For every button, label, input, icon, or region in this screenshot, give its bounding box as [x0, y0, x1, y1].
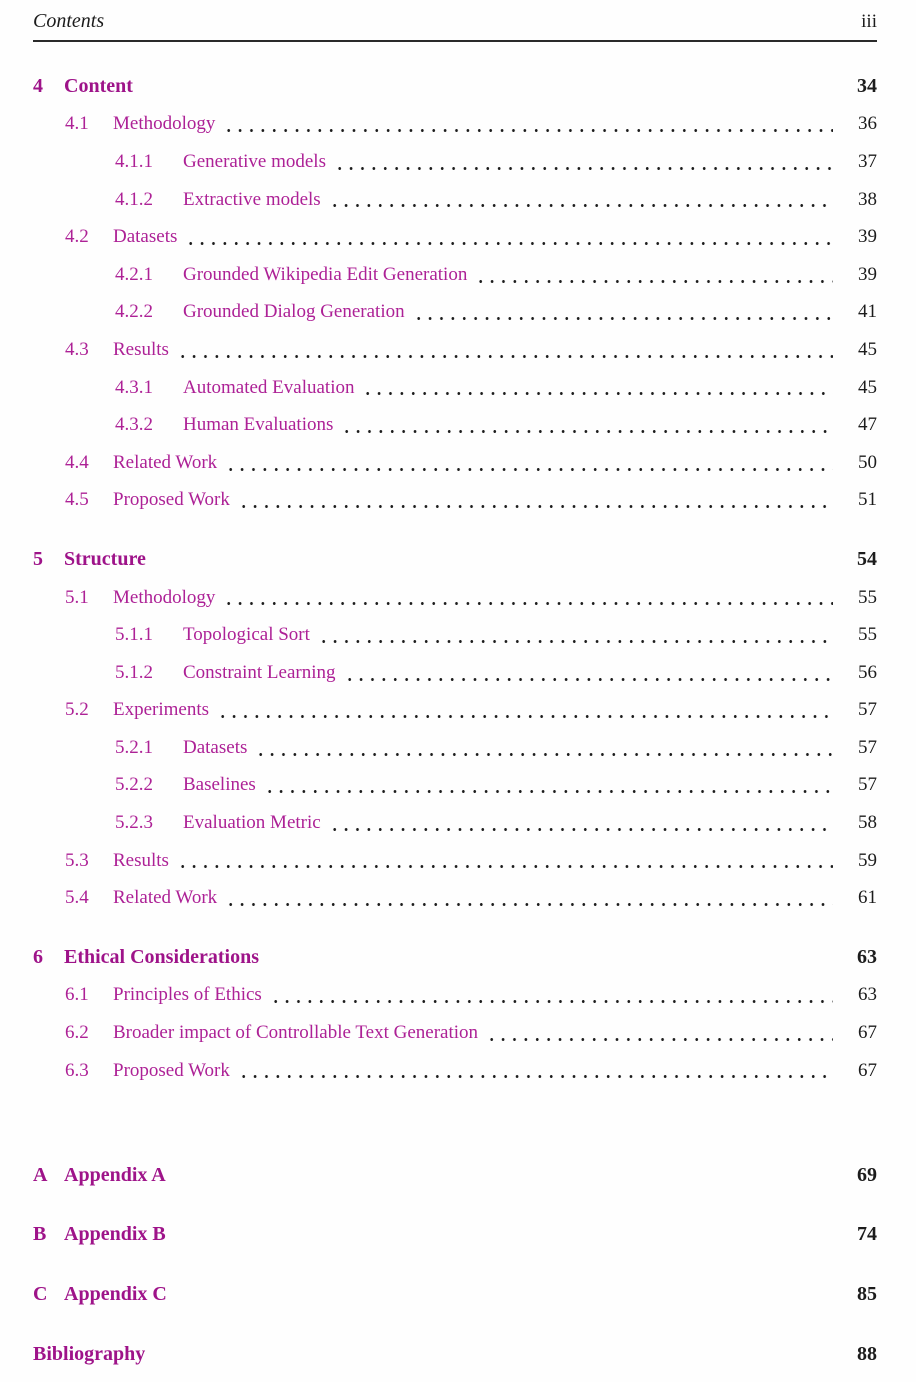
toc-backmatter [33, 1156, 877, 1372]
toc-entry-row [33, 767, 877, 805]
toc-entry-title: Datasets [183, 736, 248, 758]
toc-entry-number: 5.3 [65, 849, 89, 871]
toc-entry-page-number: 38 [858, 188, 877, 210]
toc-entry-title: Generative models [183, 150, 326, 172]
toc-entry-number: 5.2.3 [115, 812, 153, 834]
toc-entry-link[interactable] [65, 339, 169, 361]
toc-entry-row [33, 729, 877, 767]
toc-entry-page-number: 67 [858, 1059, 877, 1081]
dot-leader [264, 790, 833, 793]
toc-entry-page-number: 37 [858, 150, 877, 172]
toc-entry-title: Constraint Learning [183, 661, 336, 683]
toc-entry-row [33, 369, 877, 407]
toc-entry-title: Experiments [113, 699, 210, 721]
toc-chapter-link[interactable] [33, 946, 259, 969]
toc-entry-link[interactable] [115, 151, 326, 173]
toc-entry-number: 4.1 [65, 113, 89, 135]
dot-leader [185, 242, 833, 245]
running-header [33, 8, 877, 42]
dot-leader [329, 204, 833, 207]
toc-chapter-title: Content [64, 75, 133, 98]
toc-entry-page-number: 45 [858, 376, 877, 398]
toc-entry-number: 4.3.2 [115, 414, 153, 436]
toc-entry-page-number: 57 [858, 699, 877, 721]
toc-entry-page-number: 55 [858, 586, 877, 608]
toc-chapter-page-number: 69 [857, 1163, 877, 1186]
toc-chapter-page-number: 85 [857, 1282, 877, 1305]
toc-entry-row [33, 842, 877, 880]
toc-entry-row [33, 256, 877, 294]
toc-entry-row [33, 331, 877, 369]
dot-leader [238, 505, 833, 508]
toc-chapter-title: Appendix C [64, 1282, 167, 1305]
toc-entry-page-number: 51 [858, 489, 877, 511]
toc-chapter-row [33, 1276, 877, 1314]
toc-entry-page-number: 55 [858, 624, 877, 646]
toc-chapter-number: 5 [33, 548, 43, 571]
toc-chapter-row [33, 1216, 877, 1254]
toc-entry-row [33, 1052, 877, 1090]
toc-entry-page-number: 67 [858, 1022, 877, 1044]
toc-entry-number: 5.4 [65, 887, 89, 909]
toc-entry-row [33, 1014, 877, 1052]
toc-entry-link[interactable] [65, 887, 217, 909]
toc-entry-title: Baselines [183, 774, 256, 796]
toc-entry-page-number: 39 [858, 263, 877, 285]
toc-entry-title: Grounded Dialog Generation [183, 301, 405, 323]
toc-entry-number: 4.2.2 [115, 301, 153, 323]
toc-entry-number: 6.2 [65, 1022, 89, 1044]
toc-chapter-block [33, 939, 877, 1089]
toc-backmatter-block [33, 1276, 877, 1314]
toc-entry-row [33, 143, 877, 181]
toc-entry-link[interactable] [115, 662, 336, 684]
toc-entry-title: Related Work [113, 451, 218, 473]
toc-entry-link[interactable] [115, 414, 333, 436]
toc-chapter-link[interactable] [33, 1223, 166, 1246]
toc-entry-title: Human Evaluations [183, 414, 334, 436]
dot-leader [238, 1075, 833, 1078]
toc-entry-page-number: 45 [858, 338, 877, 360]
toc-entry-link[interactable] [65, 113, 215, 135]
toc-entry-number: 5.1.2 [115, 661, 153, 683]
toc-chapter-title: Structure [64, 548, 146, 571]
toc-chapter-page-number: 34 [857, 75, 877, 98]
toc-entry-title: Results [113, 849, 169, 871]
dot-leader [217, 715, 833, 718]
dot-leader [270, 1000, 833, 1003]
toc-entry-page-number: 57 [858, 736, 877, 758]
toc-entry-link[interactable] [115, 377, 354, 399]
toc-entry-row [33, 482, 877, 520]
toc-chapter-block [33, 68, 877, 519]
toc-chapter-number: A [33, 1163, 48, 1186]
toc-entry-row [33, 406, 877, 444]
toc-chapter-row [33, 541, 877, 579]
toc-entry-number: 4.3.1 [115, 376, 153, 398]
toc-entry-title: Grounded Wikipedia Edit Generation [183, 263, 468, 285]
toc-entry-link[interactable] [65, 984, 262, 1006]
dot-leader [341, 430, 833, 433]
toc-entry-title: Proposed Work [113, 1059, 230, 1081]
toc-chapter-link[interactable] [33, 1164, 166, 1187]
toc-entry-row [33, 616, 877, 654]
dot-leader [334, 167, 833, 170]
toc-chapter-row [33, 939, 877, 977]
toc-entry-link[interactable] [115, 624, 310, 646]
toc-entry-title: Related Work [113, 887, 218, 909]
running-header-page-number: iii [861, 11, 877, 32]
toc-chapter-page-number: 88 [857, 1342, 877, 1365]
toc-entry-page-number: 61 [858, 887, 877, 909]
toc-entry-title: Proposed Work [113, 489, 230, 511]
toc-entry-link[interactable] [115, 737, 247, 759]
toc-entry-title: Extractive models [183, 188, 321, 210]
table-of-contents [33, 68, 877, 1373]
toc-entry-page-number: 59 [858, 849, 877, 871]
dot-leader [223, 602, 833, 605]
running-header-title: Contents [33, 10, 105, 32]
toc-entry-row [33, 106, 877, 144]
toc-entry-number: 4.4 [65, 451, 89, 473]
toc-entry-row [33, 294, 877, 332]
toc-chapter-link[interactable] [33, 75, 133, 98]
dot-leader [344, 678, 834, 681]
dot-leader [362, 392, 833, 395]
toc-entry-row [33, 804, 877, 842]
toc-chapter-row [33, 1335, 877, 1373]
toc-entry-row [33, 654, 877, 692]
toc-entry-title: Topological Sort [183, 624, 310, 646]
toc-chapter-number: 4 [33, 75, 43, 98]
toc-entry-page-number: 47 [858, 414, 877, 436]
toc-entry-number: 5.2 [65, 699, 89, 721]
dot-leader [475, 280, 833, 283]
toc-entry-link[interactable] [65, 452, 217, 474]
toc-chapter-title: Appendix B [64, 1223, 166, 1246]
toc-entry-row [33, 444, 877, 482]
toc-entry-number: 4.2.1 [115, 263, 153, 285]
toc-chapter-link[interactable] [33, 1343, 145, 1366]
toc-entry-page-number: 41 [858, 301, 877, 323]
toc-entry-page-number: 58 [858, 812, 877, 834]
dot-leader [225, 468, 833, 471]
dot-leader [177, 865, 833, 868]
toc-entry-title: Principles of Ethics [113, 984, 262, 1006]
toc-entry-page-number: 39 [858, 226, 877, 248]
dot-leader [486, 1038, 833, 1041]
toc-chapter-block [33, 541, 877, 917]
toc-entry-title: Broader impact of Controllable Text Generation [113, 1022, 479, 1044]
dot-leader [223, 129, 833, 132]
toc-entry-row [33, 218, 877, 256]
toc-entry-link[interactable] [65, 489, 230, 511]
toc-backmatter-block [33, 1156, 877, 1194]
toc-chapter-page-number: 63 [857, 946, 877, 969]
toc-backmatter-block [33, 1216, 877, 1254]
toc-chapter-number: 6 [33, 946, 43, 969]
toc-chapter-link[interactable] [33, 548, 146, 571]
toc-entry-number: 6.3 [65, 1059, 89, 1081]
toc-entry-title: Results [113, 338, 169, 360]
toc-entry-row [33, 977, 877, 1015]
toc-entry-link[interactable] [65, 587, 215, 609]
toc-entry-page-number: 36 [858, 113, 877, 135]
toc-chapter-link[interactable] [33, 1283, 167, 1306]
toc-entry-number: 5.1 [65, 586, 89, 608]
toc-entry-number: 5.1.1 [115, 624, 153, 646]
toc-entry-number: 4.1.1 [115, 150, 153, 172]
dot-leader [177, 355, 833, 358]
toc-backmatter-block [33, 1335, 877, 1373]
toc-chapter-number: C [33, 1282, 48, 1305]
toc-entry-link[interactable] [115, 189, 321, 211]
dot-leader [225, 903, 833, 906]
toc-entry-title: Methodology [113, 586, 216, 608]
toc-chapter-title: Ethical Considerations [64, 946, 260, 969]
toc-entry-link[interactable] [65, 1022, 478, 1044]
toc-chapter-title: Bibliography [33, 1342, 146, 1365]
toc-entry-link[interactable] [115, 774, 256, 796]
toc-entry-page-number: 57 [858, 774, 877, 796]
toc-entry-page-number: 56 [858, 661, 877, 683]
toc-entry-link[interactable] [115, 812, 321, 834]
toc-entry-link[interactable] [115, 301, 405, 323]
toc-chapter-page-number: 54 [857, 548, 877, 571]
toc-chapter-row [33, 1156, 877, 1194]
toc-entry-title: Automated Evaluation [183, 376, 355, 398]
toc-entry-link[interactable] [65, 699, 209, 721]
toc-entry-page-number: 63 [858, 984, 877, 1006]
dot-leader [329, 828, 833, 831]
toc-entry-number: 4.3 [65, 338, 89, 360]
toc-entry-link[interactable] [115, 264, 467, 286]
toc-entry-number: 4.5 [65, 489, 89, 511]
toc-entry-number: 4.2 [65, 226, 89, 248]
toc-chapter-page-number: 74 [857, 1223, 877, 1246]
dot-leader [318, 640, 833, 643]
toc-entry-row [33, 879, 877, 917]
toc-entry-number: 4.1.2 [115, 188, 153, 210]
toc-entry-number: 5.2.1 [115, 736, 153, 758]
dot-leader [413, 317, 833, 320]
toc-entry-page-number: 50 [858, 451, 877, 473]
dot-leader [255, 753, 833, 756]
toc-entry-link[interactable] [65, 1060, 230, 1082]
toc-entry-row [33, 579, 877, 617]
toc-chapter-row [33, 68, 877, 106]
toc-entry-title: Datasets [113, 226, 178, 248]
toc-entry-row [33, 181, 877, 219]
toc-entry-number: 5.2.2 [115, 774, 153, 796]
toc-entry-row [33, 692, 877, 730]
toc-entry-link[interactable] [65, 226, 177, 248]
toc-chapter-title: Appendix A [64, 1163, 166, 1186]
toc-entry-title: Evaluation Metric [183, 812, 321, 834]
toc-chapter-number: B [33, 1223, 47, 1246]
toc-entry-link[interactable] [65, 850, 169, 872]
toc-entry-number: 6.1 [65, 984, 89, 1006]
toc-entry-title: Methodology [113, 113, 216, 135]
